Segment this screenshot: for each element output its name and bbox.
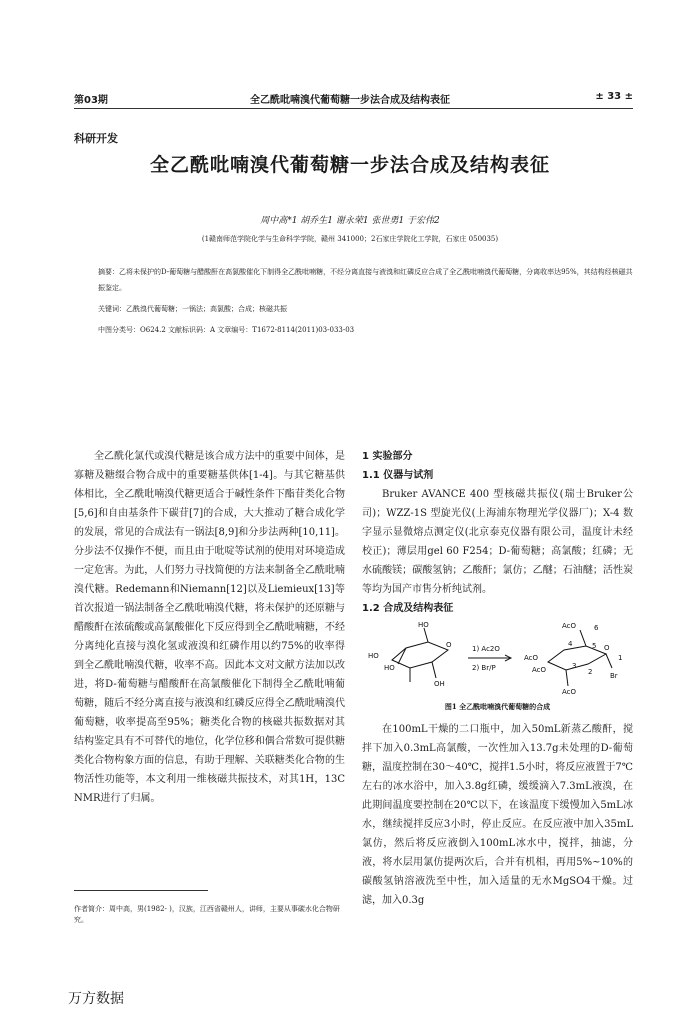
figure-caption: 图1 全乙酰吡喃溴代葡萄糖的合成 (444, 702, 551, 711)
num-5: 5 (592, 642, 597, 650)
watermark: 万方数据 (68, 991, 124, 1007)
running-title: 全乙酰吡喃溴代葡萄糖一步法合成及结构表征 (250, 95, 450, 106)
heading-instruments: 1.1 仪器与试剂 (362, 470, 434, 481)
label-aco-c2: AcO (562, 688, 577, 696)
synthesis-paragraph: 在100mL干燥的二口瓶中，加入50mL新蒸乙酸酐，搅拌下加入0.3mL高氯酸，一次性加入13.7g未处理的D-葡萄糖，温度控制在30～40℃，搅拌1.5小时，将反应液置于7℃左右的冰水浴中，加入3.8g红磷，缓缓滴入7.3mL液溴，在此期间温度要控制在20℃以下，在该温度下缓慢加入5mL冰水，继续搅拌反应3小时，停止反应。在反应液中加入35mL氯仿，然后将反应液倒入100mL冰水中，搅拌，抽滤，分液，将水层用氯仿提两次后，合并有机相，再用5%~10%的碳酸氢钠溶液洗至中性，加入适量的无水MgSO4干燥。过滤，加入0.3g (362, 724, 633, 906)
heading-synthesis: 1.2 合成及结构表征 (362, 603, 454, 614)
classification-line: 中图分类号：O624.2 文献标识码：A 文章编号：T1672-8114(2011)03-033-03 (98, 326, 355, 334)
num-3: 3 (572, 662, 577, 670)
reaction-scheme (362, 620, 633, 700)
intro-paragraph: 全乙酰化氯代或溴代糖是该合成方法中的重要中间体，是寡糖及糖缀合物合成中的重要糖基供体[1-4]。与其它糖基供体相比，全乙酰吡喃溴代糖更适合于碱性条件下酯苷类化合物[5,6]和自由基条件下碳苷[7]的合成，大大推动了糖合成化学的发展，常见的合成法有一锅法[8,9]和分步法两种[10,11]。分步法不仅操作不便，而且由于吡啶等试剂的使用对环境造成一定危害。为此，人们努力寻找简便的方法来制备全乙酰吡喃溴代糖。Redemann和Niemann[12]以及Liemieux[13]等首次报道一锅法制备全乙酰吡喃溴代糖，将未保护的还原糖与醋酸酐在浓硫酸或高氯酸催化下反应得到全乙酰吡喃糖，不经分离纯化直接与溴化氢或液溴和红磷作用以约75%的收率得到全乙酰吡喃溴代糖，收率不高。因此本文对文献方法加以改进，将D-葡萄糖与醋酸酐在高氯酸催化下制得全乙酰吡喃葡萄糖，随后不经分离直接与液溴和红磷反应得全乙酰吡喃溴代葡萄糖，收率提高至95%；糖类化合物的核磁共振数据对其结构鉴定具有不可替代的地位，化学位移和偶合常数可提供糖类化合物构象方面的信息，有助于理解、关联糖类化合物的生物活性功能等，本文利用一维核磁共振技术，对其1H，13C NMR进行了归属。 (74, 451, 345, 804)
author-footnote: 作者简介：周中高，男(1982- )，汉族，江西省赣州人，讲师，主要从事碳水化合物研究。 (74, 905, 340, 924)
label-aco-c4: AcO (524, 654, 539, 662)
bond-oh1 (432, 662, 436, 678)
right-column (362, 447, 633, 910)
left-column (74, 447, 345, 808)
section-label: 科研开发 (74, 132, 118, 145)
label-ho-c6: HO (418, 621, 429, 629)
reagent-2: 2) Br/P (472, 664, 496, 672)
product-ring (548, 646, 606, 670)
glucose-ring (392, 642, 448, 668)
num-4: 4 (568, 640, 573, 648)
label-br: Br (610, 672, 618, 680)
label-product-o: O (604, 644, 610, 652)
num-1: 1 (618, 654, 623, 662)
bond-c6 (424, 628, 428, 642)
label-oh-c1: OH (434, 680, 445, 688)
label-ring-o: O (446, 641, 452, 649)
label-ho-c3: HO (384, 664, 395, 672)
reaction-scheme-svg (362, 620, 633, 700)
keywords: 关键词：乙酰溴代葡萄糖；一锅法；高氯酸；合成；核磁共振 (98, 305, 287, 313)
heading-experimental: 1 实验部分 (362, 451, 413, 462)
footnote-rule (74, 890, 208, 891)
bond-c2-oac (566, 670, 568, 686)
article-title: 全乙酰吡喃溴代葡萄糖一步法合成及结构表征 (149, 154, 550, 176)
bond-c1-br (606, 654, 612, 668)
label-aco-c3: AcO (532, 666, 547, 674)
issue-number: 第03期 (74, 95, 108, 106)
authors: 周中高*1 胡乔生1 谢永荣1 张世勇1 于宏伟2 (260, 216, 440, 226)
header-rule (74, 108, 633, 109)
label-ho-c4: HO (368, 652, 379, 660)
bond-oh4 (398, 648, 406, 664)
reagent-1: 1) Ac2O (472, 645, 500, 653)
bond-c6-oac (580, 630, 586, 646)
instruments-paragraph: Bruker AVANCE 400 型核磁共振仪(瑞士Bruker公司)；WZZ-1S 型旋光仪(上海浦东物理光学仪器厂)；X-4 数字显示显微熔点测定仪(北京泰克仪器有限公司，温度计未经校正)；薄层用gel 60 F254；D-葡萄糖；高氯酸；红磷；无水硫酸镁；碳酸氢钠；乙酸酐；氯仿；乙醚；石油醚；活性炭等均为国产市售分析纯试剂。 (362, 489, 633, 595)
abstract: 摘要：乙将未保护的D-葡萄糖与醋酸酐在高氯酸催化下制得全乙酰吡喃糖，不经分离直接与液溴和红磷反应合成了全乙酰吡喃溴代葡萄糖，分离收率达95%，其结构经核磁共振鉴定。 (98, 268, 633, 292)
num-2: 2 (588, 668, 593, 676)
page-number: ± 33 ± (595, 91, 633, 102)
label-aco-c6: AcO (562, 622, 577, 630)
num-6: 6 (594, 624, 599, 632)
affiliations: (1赣南师范学院化学与生命科学学院，赣州 341000；2石家庄学院化工学院，石家庄 050035) (201, 235, 499, 243)
